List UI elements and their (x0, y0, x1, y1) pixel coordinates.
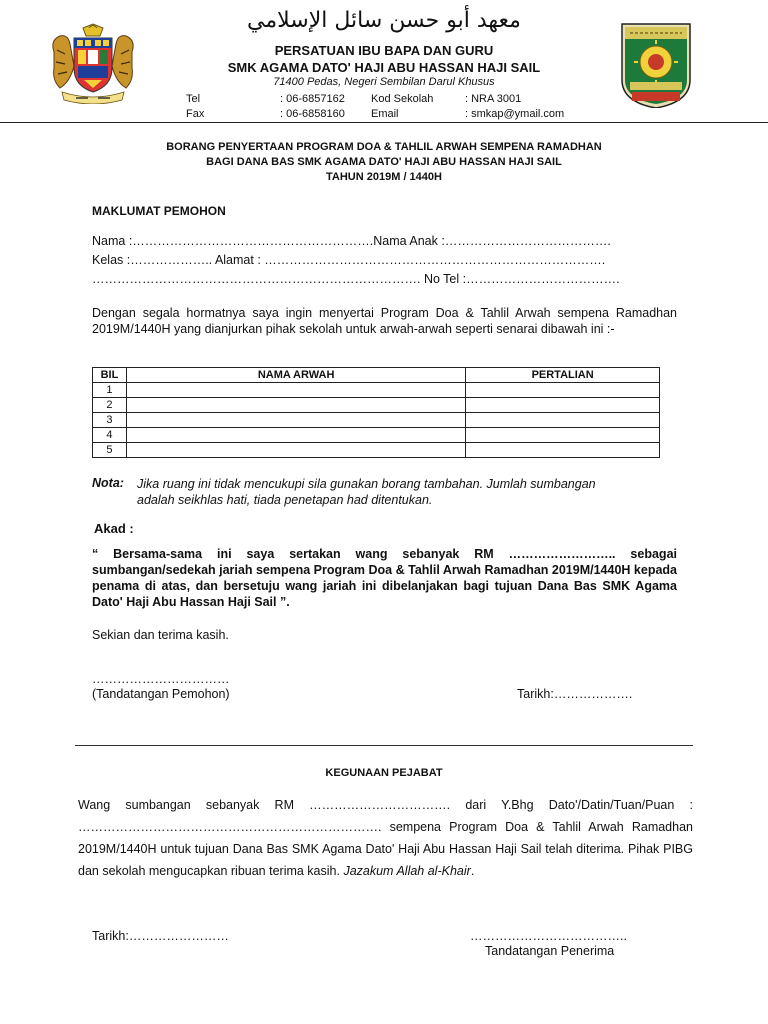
school-crest-logo (620, 22, 692, 108)
deceased-table (92, 367, 660, 458)
table-header-row (93, 368, 660, 383)
receiver-signature-label: Tandatangan Penerima (485, 944, 615, 958)
tel-label: Tel (186, 93, 201, 105)
row-number: 3 (93, 413, 127, 428)
nama-arwah-cell[interactable] (126, 428, 465, 443)
column-header-bil: BIL (93, 368, 127, 383)
fax-value: : 06-6858160 (280, 108, 345, 120)
applicant-heading: MAKLUMAT PEMOHON (92, 204, 226, 218)
office-receipt-end: . (470, 864, 475, 878)
nama-arwah-cell[interactable] (126, 413, 465, 428)
pertalian-cell[interactable] (466, 383, 660, 398)
pertalian-cell[interactable] (466, 398, 660, 413)
closing-thanks: Sekian dan terima kasih. (92, 628, 229, 642)
akad-label: Akad : (94, 521, 134, 536)
nama-arwah-cell[interactable] (126, 398, 465, 413)
applicant-signature-line[interactable]: …………………………… (92, 672, 230, 686)
applicant-signature-label: (Tandatangan Pemohon) (92, 687, 230, 701)
email-value: : smkap@ymail.com (465, 108, 565, 120)
office-receipt-paragraph (78, 794, 693, 882)
address-phone-field-line[interactable]: ……………………………………………………………………. No Tel :………………………………. (92, 272, 620, 286)
fax-label: Fax (186, 108, 205, 120)
table-row (93, 413, 660, 428)
class-address-field-line[interactable]: Kelas :……………….. Alamat : ………………………………………………………………………. (92, 253, 606, 267)
row-number: 2 (93, 398, 127, 413)
nama-arwah-cell[interactable] (126, 443, 465, 458)
pertalian-cell[interactable] (466, 413, 660, 428)
pertalian-cell[interactable] (466, 428, 660, 443)
intro-paragraph: Dengan segala hormatnya saya ingin menyertai Program Doa & Tahlil Arwah sempena Ramadhan 2019M/1440H yang dianjurkan pihak sekolah untuk arwah-arwah seperti senarai dibawah ini :- (92, 306, 677, 336)
row-number: 4 (93, 428, 127, 443)
school-arabic-name: معهد أبو حسن سائل الإسلامي (247, 8, 521, 33)
school-code-value: : NRA 3001 (465, 93, 522, 105)
nama-arwah-cell[interactable] (126, 383, 465, 398)
nota-label: Nota: (92, 476, 124, 490)
receiver-signature-line[interactable]: ……………………………….. (470, 929, 627, 943)
table-row (93, 428, 660, 443)
akad-statement: “ Bersama-sama ini saya sertakan wang sebanyak RM …………………….. sebagai sumbangan/sedekah jariah sempena Program Doa & Tahlil Arwah Ramadhan 2019M/1440H kepada penama di atas, dan bersetuju wang jariah ini dibelanjakan bagi tujuan Dana Bas SMK Agama Dato' Haji Abu Hassan Haji Sail ”. (92, 547, 677, 609)
header-divider (0, 122, 768, 123)
table-row (93, 443, 660, 458)
office-receipt-italic: Jazakum Allah al-Khair (343, 864, 471, 878)
row-number: 5 (93, 443, 127, 458)
table-row (93, 383, 660, 398)
pertalian-cell[interactable] (466, 443, 660, 458)
row-number: 1 (93, 383, 127, 398)
applicant-date-field[interactable]: Tarikh:………………. (517, 687, 633, 701)
office-heading: KEGUNAAN PEJABAT (325, 767, 443, 779)
association-name: PERSATUAN IBU BAPA DAN GURU (274, 43, 494, 58)
email-label: Email (371, 108, 399, 120)
office-section-divider (75, 745, 693, 746)
column-header-nama-arwah: NAMA ARWAH (126, 368, 465, 383)
school-code-label: Kod Sekolah (371, 93, 434, 105)
tel-value: : 06-6857162 (280, 93, 345, 105)
form-title-line2: BAGI DANA BAS SMK AGAMA DATO' HAJI ABU HASSAN HAJI SAIL (206, 156, 562, 168)
nota-text: Jika ruang ini tidak mencukupi sila gunakan borang tambahan. Jumlah sumbangan adalah seikhlas hati, tiada penetapan had ditentukan. (137, 477, 596, 507)
column-header-pertalian: PERTALIAN (466, 368, 660, 383)
school-address: 71400 Pedas, Negeri Sembilan Darul Khusus (273, 76, 495, 88)
table-row (93, 398, 660, 413)
form-title-line1: BORANG PENYERTAAN PROGRAM DOA & TAHLIL ARWAH SEMPENA RAMADHAN (166, 141, 602, 153)
name-field-line[interactable]: Nama :………………………………………………….Nama Anak :…………………………………. (92, 234, 611, 248)
form-title-line3: TAHUN 2019M / 1440H (326, 171, 442, 183)
school-name: SMK AGAMA DATO' HAJI ABU HASSAN HAJI SAIL (227, 60, 541, 75)
office-date-field[interactable]: Tarikh:…………………… (92, 929, 229, 943)
office-receipt-text: Wang sumbangan sebanyak RM ……………………………. dari Y.Bhg Dato'/Datin/Tuan/Puan : ………………………………………………………………. sempena Program Doa & Tahlil Arwah Ramadhan 2019M/1440H untuk tujuan Dana Bas SMK Agama Dato' Haji Abu Hassan Haji Sail telah diterima. Pihak PIBG dan sekolah mengucapkan ribuan terima kasih. (78, 798, 693, 878)
